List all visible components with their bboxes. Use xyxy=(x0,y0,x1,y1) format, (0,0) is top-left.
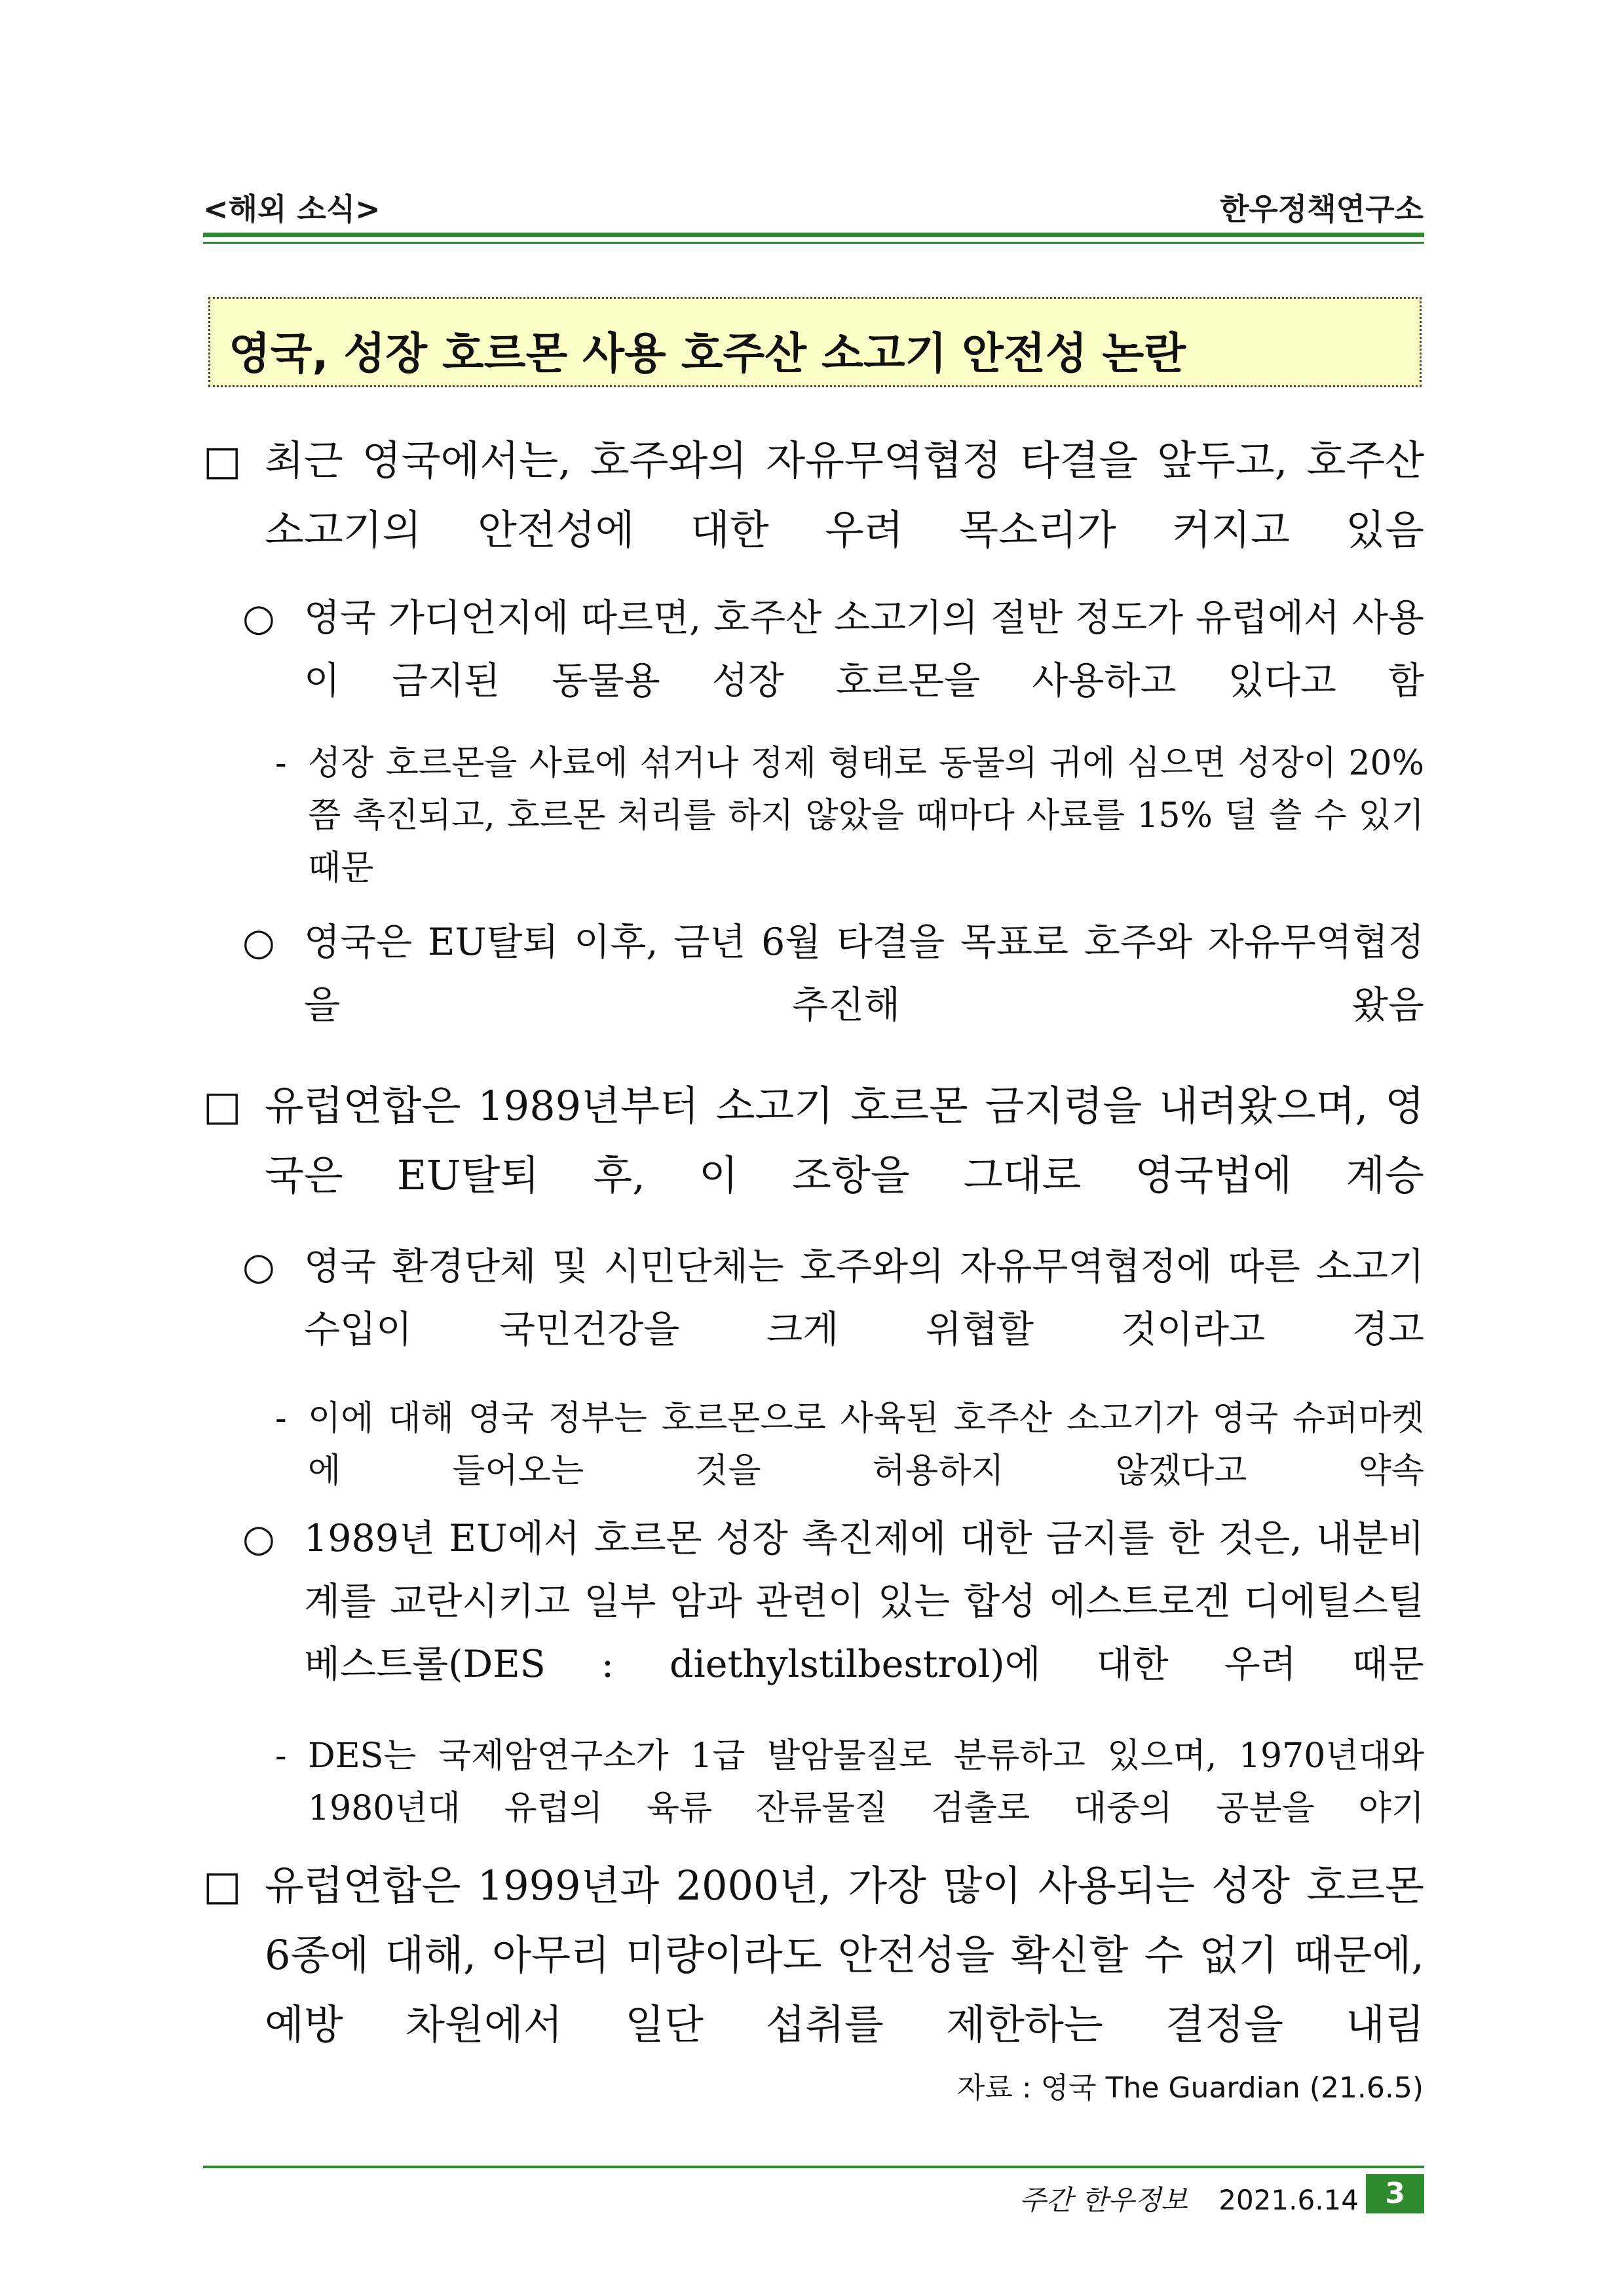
sub-bullet-text: 영국 가디언지에 따르면, 호주산 소고기의 절반 정도가 유럽에서 사용이 금지된 동물용 성장 호르몬을 사용하고 있다고 함 xyxy=(304,596,1424,702)
detail-1-1-1 xyxy=(275,737,1424,894)
header-rule-thin xyxy=(203,242,1424,244)
circle-marker: ○ xyxy=(242,596,275,640)
sub-bullet-2-2 xyxy=(242,1507,1424,1696)
dash-marker: - xyxy=(275,1399,287,1438)
publication-name: 주간 한우정보 xyxy=(1019,2184,1188,2216)
title-box xyxy=(208,297,1422,387)
page-title: 영국, 성장 호르몬 사용 호주산 소고기 안전성 논란 xyxy=(229,328,1186,379)
bullet-marker: □ xyxy=(203,1082,242,1130)
section-label: <해외 소식> xyxy=(203,191,381,227)
bullet-text: 최근 영국에서는, 호주와의 자유무역협정 타결을 앞두고, 호주산 소고기의 안전성에 대한 우려 목소리가 커지고 있음 xyxy=(265,436,1424,554)
header-rule-thick xyxy=(203,233,1424,237)
source-citation: 자료 : 영국 The Guardian (21.6.5) xyxy=(956,2071,1424,2105)
page-number: 3 xyxy=(1366,2174,1424,2213)
bullet-3 xyxy=(203,1851,1424,2059)
bullet-text: 유럽연합은 1989년부터 소고기 호르몬 금지령을 내려왔으며, 영국은 EU탈퇴 후, 이 조항을 그대로 영국법에 계승 xyxy=(265,1082,1424,1199)
bullet-marker: □ xyxy=(203,436,242,484)
sub-bullet-2-1 xyxy=(242,1235,1424,1361)
sub-bullet-text: 1989년 EU에서 호르몬 성장 촉진제에 대한 금지를 한 것은, 내분비계를 교란시키고 일부 암과 관련이 있는 합성 에스트로겐 디에틸스틸베스트롤(DES : diethylstilbestrol)에 대한 우려 때문 xyxy=(304,1517,1424,1686)
sub-bullet-1-1 xyxy=(242,586,1424,712)
detail-text: 성장 호르몬을 사료에 섞거나 정제 형태로 동물의 귀에 심으면 성장이 20%쯤 촉진되고, 호르몬 처리를 하지 않았을 때마다 사료를 15% 덜 쓸 수 있기 때문 xyxy=(308,744,1424,888)
detail-text: 이에 대해 영국 정부는 호르몬으로 사육된 호주산 소고기가 영국 슈퍼마켓에 들어오는 것을 허용하지 않겠다고 약속 xyxy=(308,1399,1424,1491)
circle-marker: ○ xyxy=(242,1517,275,1560)
sub-bullet-text: 영국 환경단체 및 시민단체는 호주와의 자유무역협정에 따른 소고기 수입이 국민건강을 크게 위협할 것이라고 경고 xyxy=(304,1245,1424,1351)
footer-rule xyxy=(203,2166,1424,2168)
publication-date: 2021.6.14 xyxy=(1218,2184,1359,2216)
sub-bullet-1-2 xyxy=(242,911,1424,1037)
dash-marker: - xyxy=(275,744,287,783)
dash-marker: - xyxy=(275,1736,287,1776)
detail-text: DES는 국제암연구소가 1급 발암물질로 분류하고 있으며, 1970년대와 1980년대 유럽의 육류 잔류물질 검출로 대중의 공분을 야기 xyxy=(308,1736,1424,1828)
detail-2-2-1 xyxy=(275,1730,1424,1835)
bullet-2 xyxy=(203,1071,1424,1210)
sub-bullet-text: 영국은 EU탈퇴 이후, 금년 6월 타결을 목표로 호주와 자유무역협정을 추진해 왔음 xyxy=(304,921,1424,1027)
circle-marker: ○ xyxy=(242,921,275,964)
detail-2-1-1 xyxy=(275,1392,1424,1497)
bullet-text: 유럽연합은 1999년과 2000년, 가장 많이 사용되는 성장 호르몬 6종에 대해, 아무리 미량이라도 안전성을 확신할 수 없기 때문에, 예방 차원에서 일단 섭취를 제한하는 결정을 내림 xyxy=(265,1862,1424,2048)
footer-info xyxy=(1019,2179,1359,2218)
organization-name: 한우정책연구소 xyxy=(1219,191,1424,227)
bullet-1 xyxy=(203,426,1424,565)
circle-marker: ○ xyxy=(242,1245,275,1288)
bullet-marker: □ xyxy=(203,1862,242,1909)
